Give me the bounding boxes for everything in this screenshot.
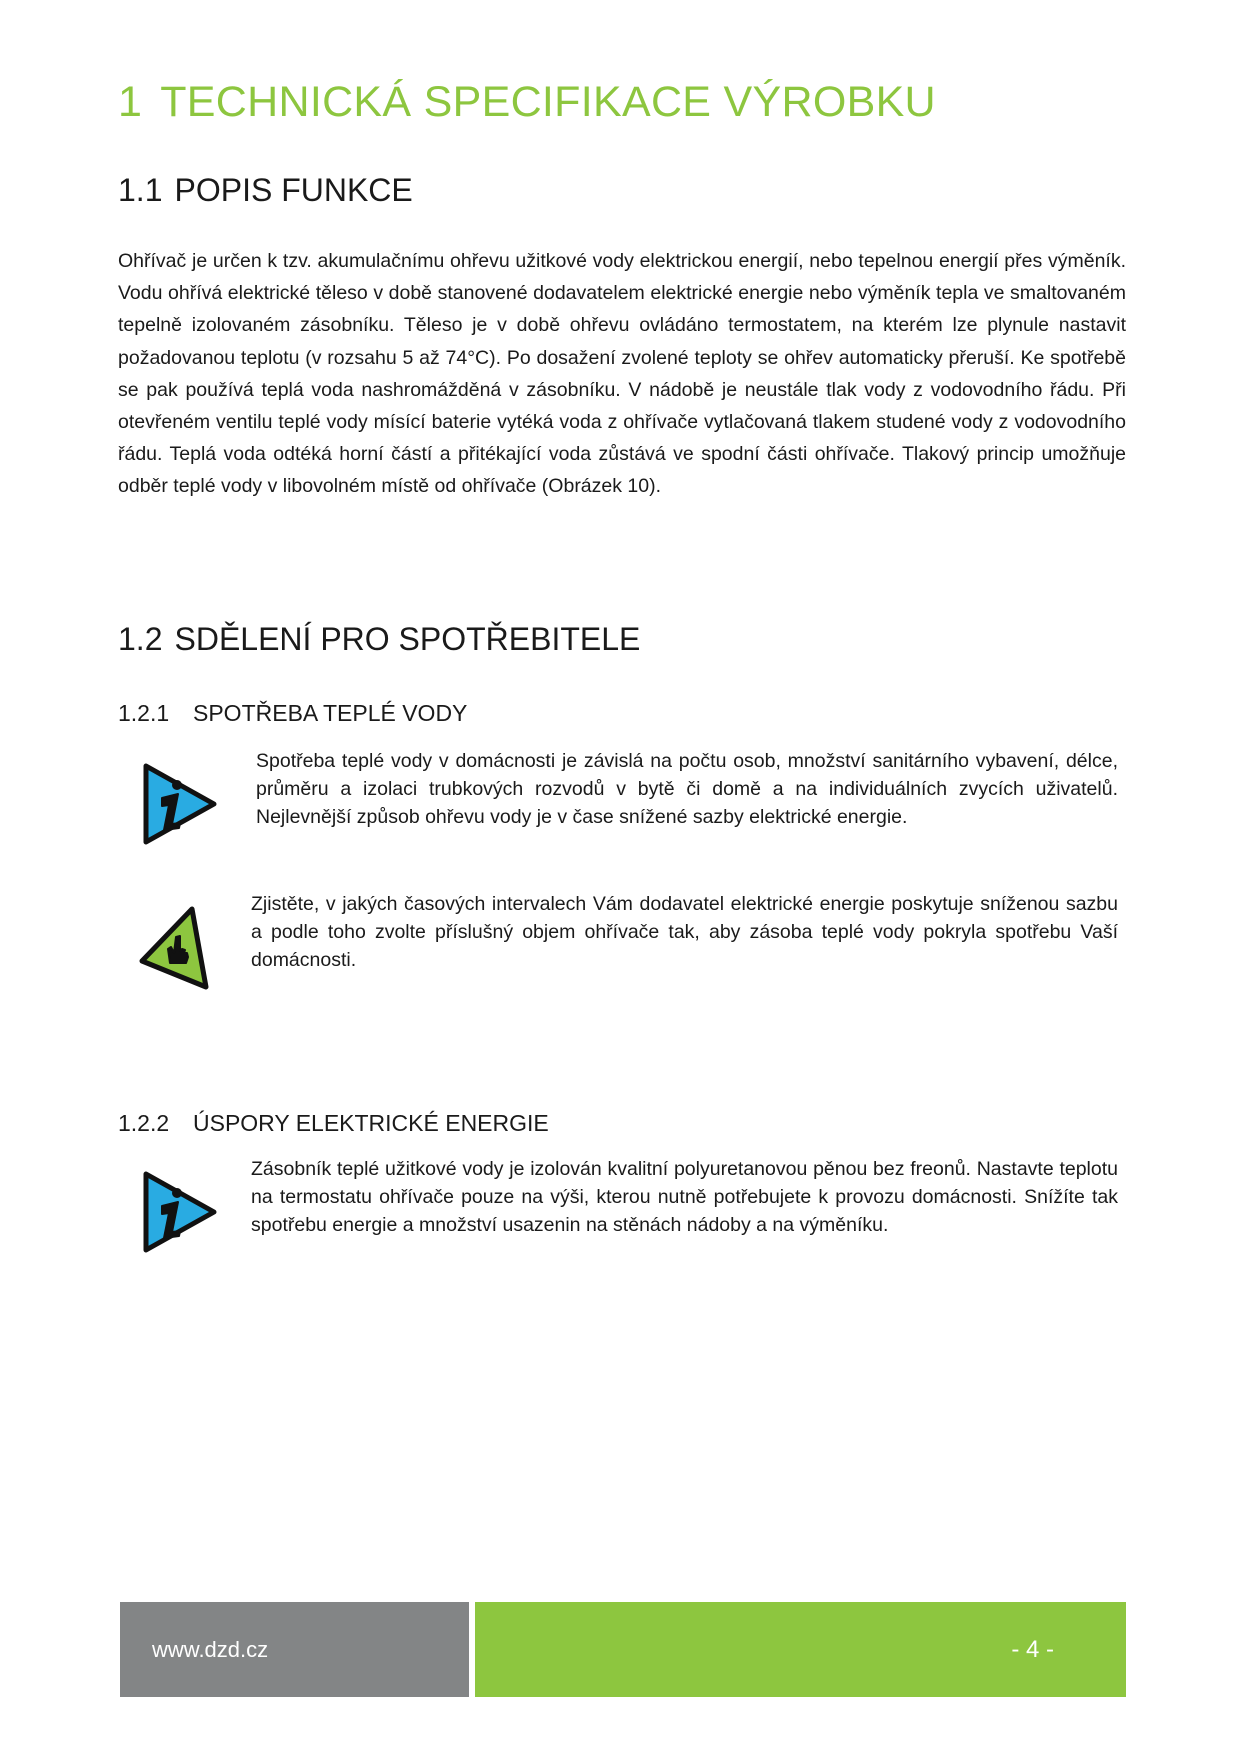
- energy-saving-info-text: Zásobník teplé užitkové vody je izolován kvalitní polyuretanovou pěnou bez freonů. Nastavte teplotu na termostatu ohřívače pouze na výši, kterou nutně potřebujete k provozu domácnosti. Snížíte tak spotřebu energie a množství usazenin na stěnách nádoby a na výměníku.: [251, 1158, 1118, 1237]
- subsection-heading-1-2-1: [118, 700, 467, 727]
- title-number: 1: [118, 78, 143, 126]
- footer-website-bar: [120, 1602, 469, 1697]
- footer-website[interactable]: www.dzd.cz: [152, 1636, 269, 1662]
- subsection-number: 1.2.1: [118, 700, 170, 726]
- section-title: POPIS FUNKCE: [174, 172, 413, 208]
- section-number: 1.1: [118, 172, 163, 208]
- section-title: SDĚLENÍ PRO SPOTŘEBITELE: [174, 621, 641, 657]
- subsection-number: 1.2.2: [118, 1110, 170, 1136]
- subsection-title: ÚSPORY ELEKTRICKÉ ENERGIE: [193, 1110, 549, 1136]
- section-heading-1-2: [118, 621, 640, 658]
- subsection-heading-1-2-2: [118, 1110, 549, 1137]
- title-text: TECHNICKÁ SPECIFIKACE VÝROBKU: [160, 78, 936, 126]
- tip-text: Zjistěte, v jakých časových intervalech Vám dodavatel elektrické energie poskytuje sníženou sazbu a podle toho zvolte příslušný objem ohřívače tak, aby zásoba teplé vody pokryla spotřebu Vaší domácnosti.: [251, 893, 1118, 972]
- consumption-info-text: Spotřeba teplé vody v domácnosti je závislá na počtu osob, množství sanitárního vybavení, délce, průměru a izolaci trubkových rozvodů v bytě či domě a na individuálních zvycích uživatelů. Nejlevnější způsob ohřevu vody je v čase snížené sazby elektrické energie.: [256, 750, 1118, 829]
- document-title: [118, 78, 936, 127]
- tip-hand-icon: [136, 903, 214, 995]
- subsection-title: SPOTŘEBA TEPLÉ VODY: [193, 700, 468, 726]
- info-icon: [136, 758, 222, 850]
- info-icon: [136, 1166, 222, 1258]
- popis-funkce-paragraph: Ohřívač je určen k tzv. akumulačnímu ohřevu užitkové vody elektrickou energií, nebo tepelnou energií přes výměník. Vodu ohřívá elektrické těleso v době stanovené dodavatelem elektrické energie nebo výměník tepla ve smaltovaném tepelně izolovaném zásobníku. Těleso je v době ohřevu ovládáno termostatem, na kterém lze plynule nastavit požadovanou teplotu (v rozsahu 5 až 74°C). Po dosažení zvolené teploty se ohřev automaticky přeruší. Ke spotřebě se pak používá teplá voda nashromážděná v zásobníku. V nádobě je neustále tlak vody z vodovodního řádu. Při otevřeném ventilu teplé vody mísící baterie vytéká voda z ohřívače vytlačovaná tlakem studené vody z vodovodního řádu. Teplá voda odtéká horní částí a přitékající voda zůstává ve spodní části ohřívače. Tlakový princip umožňuje odběr teplé vody v libovolném místě od ohřívače (Obrázek 10).: [118, 250, 1126, 498]
- page-number: - 4 -: [1011, 1635, 1054, 1663]
- section-heading-1-1: [118, 172, 413, 209]
- footer-page-bar: [475, 1602, 1126, 1697]
- section-number: 1.2: [118, 621, 163, 657]
